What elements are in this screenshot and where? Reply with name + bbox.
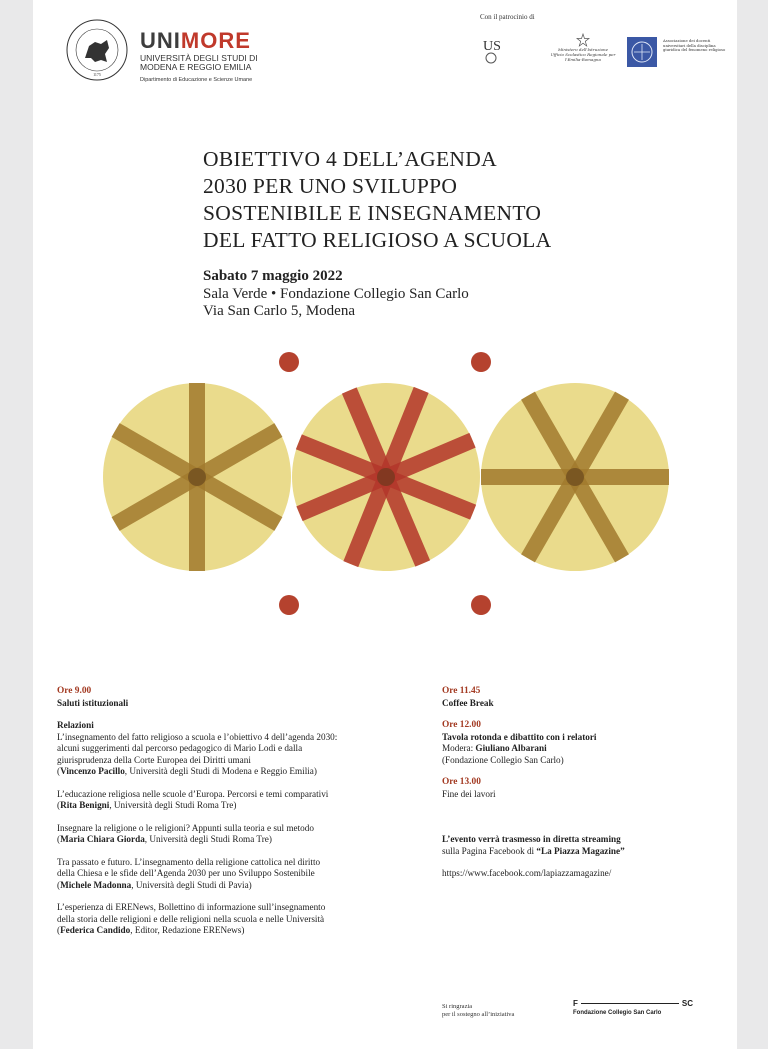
speaker-affiliation: , Editor, Redazione ERENews) bbox=[130, 925, 245, 935]
speaker-affiliation: , Università degli Studi Roma Tre) bbox=[144, 834, 272, 844]
speaker-affiliation: , Università degli Studi di Pavia) bbox=[131, 879, 252, 890]
time-label: Ore 9.00 bbox=[57, 686, 92, 696]
facebook-url-link[interactable]: https://www.facebook.com/lapiazzamagazine/ bbox=[442, 868, 612, 878]
speaker-affiliation: , Università degli Studi di Modena e Reggio Emilia) bbox=[124, 766, 317, 776]
poster-sheet bbox=[33, 0, 737, 1049]
thanks-line-2: per il sostegno all’iniziativa bbox=[442, 1011, 515, 1018]
talk-title: della storia delle religioni e delle religioni nella scuola e nelle Università bbox=[57, 913, 325, 924]
speaker-name: Maria Chiara Giorda bbox=[60, 834, 145, 844]
speaker-name: Federica Candido bbox=[60, 925, 131, 935]
moderator-label: Modera: bbox=[442, 743, 476, 753]
program-right bbox=[442, 686, 712, 880]
fsc-letters-sc: SC bbox=[681, 999, 693, 1008]
speaker-name: Rita Benigni bbox=[60, 800, 110, 810]
thanks-note bbox=[442, 1003, 514, 1019]
streaming-prefix: sulla Pagina Facebook di bbox=[442, 845, 537, 856]
program-left bbox=[57, 686, 417, 948]
red-dot bbox=[279, 352, 299, 372]
moderator-affiliation: (Fondazione Collegio San Carlo) bbox=[442, 754, 564, 765]
streaming-line-1: L’evento verrà trasmesso in diretta streaming bbox=[442, 834, 621, 844]
ministry-line-1: Ministero dell'Istruzione bbox=[558, 47, 608, 52]
event-details bbox=[203, 268, 469, 321]
fsc-rule bbox=[581, 1003, 679, 1004]
speaker-line: (Maria Chiara Giorda, Università degli Studi Roma Tre) bbox=[57, 834, 272, 844]
coffee-break-label: Coffee Break bbox=[442, 697, 494, 708]
fsc-caption: Fondazione Collegio San Carlo bbox=[573, 1010, 662, 1016]
event-address: Via San Carlo 5, Modena bbox=[203, 303, 355, 319]
moderator-line bbox=[442, 743, 712, 755]
association-text: Associazione dei docenti universitari della disciplina giuridica del fenomeno religioso bbox=[663, 38, 726, 53]
university-seal-icon bbox=[65, 18, 129, 82]
speaker-name: Michele Madonna bbox=[60, 879, 132, 890]
talk-title: alcuni suggerimenti dal percorso pedagogico di Mario Lodi e dalla bbox=[57, 743, 303, 753]
talk-title: della Chiesa e le sfide dell’Agenda 2030 per uno Sviluppo Sostenibile bbox=[57, 868, 315, 878]
fsc-letter-f: F bbox=[573, 999, 578, 1008]
title-line: 2030 PER UNO SVILUPPO bbox=[203, 174, 458, 198]
patronage-label: Con il patrocinio di bbox=[480, 13, 535, 21]
title-line: DEL FATTO RELIGIOSO A SCUOLA bbox=[203, 228, 552, 252]
moderator-name: Giuliano Albarani bbox=[475, 743, 547, 753]
talk-title: L’insegnamento del fatto religioso a scuola e l’obiettivo 4 dell’agenda 2030: bbox=[57, 731, 338, 742]
red-dot bbox=[279, 595, 299, 615]
svg-text:US: US bbox=[483, 39, 501, 54]
speaker-name: Vincenzo Pacillo bbox=[60, 766, 125, 776]
wheel-hub bbox=[377, 468, 395, 486]
speaker-line: (Federica Candido, Editor, Redazione ERENews) bbox=[57, 925, 245, 935]
event-title bbox=[203, 146, 663, 254]
association-logo-icon bbox=[626, 36, 658, 68]
title-line: SOSTENIBILE E INSEGNAMENTO bbox=[203, 201, 542, 225]
wheel-hub bbox=[566, 468, 584, 486]
saluti-label: Saluti istituzionali bbox=[57, 697, 129, 708]
fsc-logo bbox=[573, 999, 693, 1016]
brand-subtitle-1: UNIVERSITÀ DEGLI STUDI DI bbox=[140, 53, 258, 63]
seal-year: 1175 bbox=[93, 72, 101, 77]
red-dot bbox=[471, 352, 491, 372]
republic-emblem-icon bbox=[576, 33, 590, 47]
speaker-line: (Vincenzo Pacillo, Università degli Studi di Modena e Reggio Emilia) bbox=[57, 766, 317, 776]
event-date: Sabato 7 maggio 2022 bbox=[203, 268, 343, 284]
talk-title: Tra passato e futuro. L’insegnamento della religione cattolica nel diritto bbox=[57, 856, 321, 867]
talk-title: Insegnare la religione o le religioni? Appunti sulla teoria e sul metodo bbox=[57, 822, 314, 833]
round-table-label: Tavola rotonda e dibattito con i relatori bbox=[442, 731, 597, 742]
talk-title: L’educazione religiosa nelle scuole d’Europa. Percorsi e temi comparativi bbox=[57, 788, 329, 799]
relazioni-heading: Relazioni bbox=[57, 720, 94, 730]
speaker-line: (Michele Madonna, Università degli Studi di Pavia) bbox=[57, 879, 252, 890]
time-label: Ore 13.00 bbox=[442, 777, 481, 787]
talk-title: L’esperienza di ERENews, Bollettino di informazione sull’insegnamento bbox=[57, 902, 326, 912]
time-label: Ore 11.45 bbox=[442, 686, 481, 696]
wheel-hub bbox=[188, 468, 206, 486]
red-dot bbox=[471, 595, 491, 615]
end-label: Fine dei lavori bbox=[442, 788, 496, 799]
ministry-line-2: Ufficio Scolastico Regionale per l'Emilia-Romagna bbox=[550, 52, 616, 62]
brand-more: MORE bbox=[180, 28, 251, 53]
brand-uni: UNI bbox=[140, 28, 181, 53]
thanks-line-1: Si ringrazia bbox=[442, 1003, 473, 1010]
brand-department: Dipartimento di Educazione e Scienze Umane bbox=[140, 77, 253, 83]
title-line: OBIETTIVO 4 DELL’AGENDA bbox=[203, 147, 497, 171]
time-label: Ore 12.00 bbox=[442, 720, 481, 730]
brand-subtitle-2: MODENA E REGGIO EMILIA bbox=[140, 62, 252, 72]
talk-title: giurisprudenza della Corte Europea dei Diritti umani bbox=[57, 754, 251, 765]
event-venue: Sala Verde • Fondazione Collegio San Carlo bbox=[203, 285, 469, 302]
ministry-logo bbox=[543, 33, 623, 62]
us-logo-icon bbox=[481, 34, 505, 66]
streaming-line-2 bbox=[442, 846, 712, 858]
facebook-page-name: “La Piazza Magazine” bbox=[536, 845, 625, 856]
unimore-brand bbox=[140, 28, 258, 83]
wheels-graphic bbox=[33, 340, 737, 630]
speaker-affiliation: , Università degli Studi Roma Tre) bbox=[109, 800, 237, 810]
speaker-line: (Rita Benigni, Università degli Studi Roma Tre) bbox=[57, 800, 237, 810]
